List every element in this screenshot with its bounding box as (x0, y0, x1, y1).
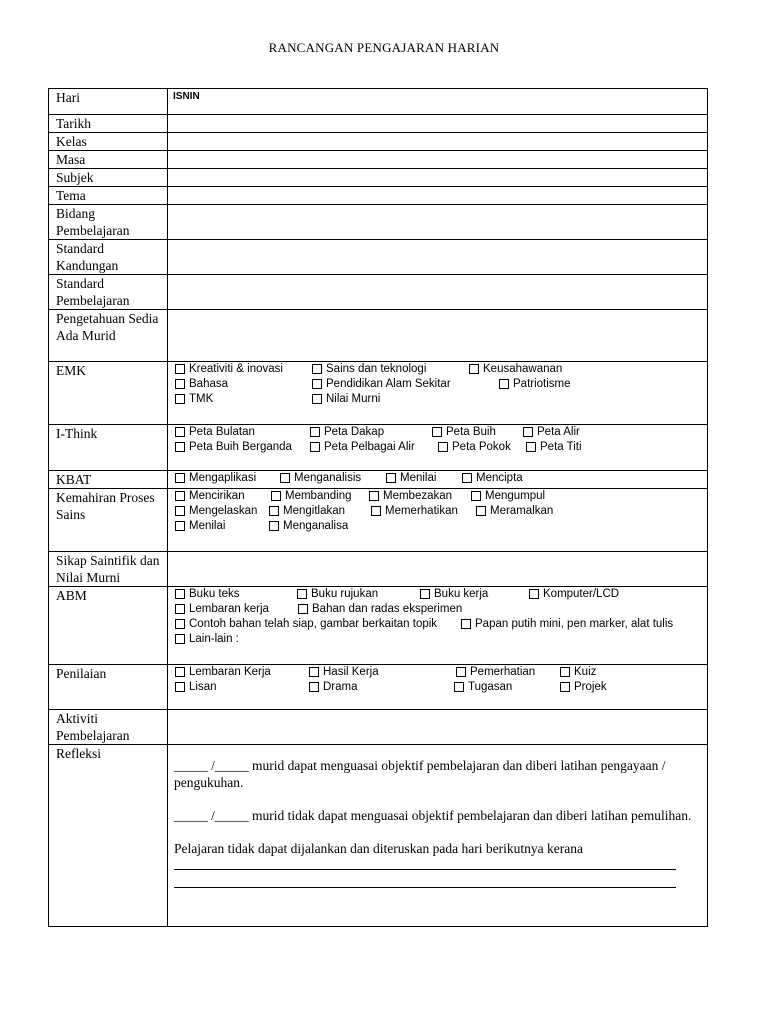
checkbox-icon (175, 427, 185, 437)
row-tarikh (49, 115, 708, 133)
kbat-option[interactable]: Mengaplikasi (175, 472, 256, 484)
emk-option[interactable]: Bahasa (175, 378, 228, 390)
label-abm: ABM (49, 587, 168, 665)
row-emk (49, 362, 708, 425)
abm-line (168, 618, 707, 633)
checkbox-icon (420, 589, 430, 599)
checkbox-icon (175, 521, 185, 531)
row-pengetahuan-sedia-ada (49, 310, 708, 362)
ithink-line (168, 441, 707, 456)
label-refleksi: Refleksi (49, 745, 168, 927)
emk-line (168, 378, 707, 393)
refleksi-line-cancelled[interactable]: Pelajaran tidak dapat dijalankan dan diteruskan pada hari berikutnya kerana (174, 841, 583, 856)
abm-line (168, 588, 707, 603)
field-standard-pembelajaran[interactable] (168, 275, 708, 310)
kps-option[interactable]: Menilai (175, 520, 225, 532)
row-standard-pembelajaran (49, 275, 708, 310)
ithink-option[interactable]: Peta Buih (432, 426, 496, 438)
kps-option[interactable]: Mencirikan (175, 490, 245, 502)
penilaian-option[interactable]: Drama (309, 681, 358, 693)
field-refleksi (168, 745, 708, 927)
checkbox-icon (310, 427, 320, 437)
label-standard-kandungan: Standard Kandungan (49, 240, 168, 275)
field-bidang[interactable] (168, 205, 708, 240)
row-abm (49, 587, 708, 665)
penilaian-option[interactable]: Lisan (175, 681, 217, 693)
emk-line (168, 393, 707, 408)
kps-option[interactable]: Mengitlakan (269, 505, 345, 517)
checkbox-icon (499, 379, 509, 389)
kps-line (168, 490, 707, 505)
checkbox-icon (560, 682, 570, 692)
checkbox-icon (175, 364, 185, 374)
label-kelas: Kelas (49, 133, 168, 151)
checkbox-icon (175, 667, 185, 677)
label-hari: Hari (49, 89, 168, 115)
checkbox-icon (456, 667, 466, 677)
ithink-option[interactable]: Peta Dakap (310, 426, 384, 438)
row-refleksi (49, 745, 708, 927)
field-masa[interactable] (168, 151, 708, 169)
checkbox-icon (526, 442, 536, 452)
checkbox-icon (461, 619, 471, 629)
checkbox-icon (175, 473, 185, 483)
label-tema: Tema (49, 187, 168, 205)
row-aktiviti (49, 710, 708, 745)
penilaian-line (168, 681, 707, 696)
label-ithink: I-Think (49, 425, 168, 471)
page-title: RANCANGAN PENGAJARAN HARIAN (268, 40, 500, 55)
row-ithink (49, 425, 708, 471)
label-kps: Kemahiran Proses Sains (49, 489, 168, 552)
kbat-line (168, 472, 707, 487)
checkbox-icon (432, 427, 442, 437)
label-aktiviti: Aktiviti Pembelajaran (49, 710, 168, 745)
abm-option[interactable]: Komputer/LCD (529, 588, 619, 600)
kps-option[interactable]: Menganalisa (269, 520, 348, 532)
checkbox-icon (371, 506, 381, 516)
ithink-option[interactable]: Peta Pelbagai Alir (310, 441, 415, 453)
checkbox-icon (175, 491, 185, 501)
kps-option[interactable]: Mengumpul (471, 490, 545, 502)
checkbox-icon (312, 379, 322, 389)
checkbox-icon (175, 682, 185, 692)
checkbox-icon (175, 634, 185, 644)
checkbox-icon (175, 379, 185, 389)
field-aktiviti[interactable] (168, 710, 708, 745)
abm-option[interactable]: Papan putih mini, pen marker, alat tulis (461, 618, 673, 630)
refleksi-line-not-achieved[interactable]: _____ /_____ murid tidak dapat menguasai objektif pembelajaran dan diberi latihan pemulihan. (174, 808, 692, 823)
row-kelas (49, 133, 708, 151)
abm-line (168, 633, 707, 648)
checkbox-icon (298, 604, 308, 614)
hari-value: ISNIN (173, 91, 200, 102)
checkbox-icon (471, 491, 481, 501)
kps-option[interactable]: Membanding (271, 490, 351, 502)
checkbox-icon (271, 491, 281, 501)
emk-line (168, 363, 707, 378)
reason-blank-line[interactable] (174, 869, 676, 870)
reason-blank-line[interactable] (174, 887, 676, 888)
ithink-option[interactable]: Peta Pokok (438, 441, 511, 453)
kbat-option[interactable]: Mencipta (462, 472, 523, 484)
row-bidang (49, 205, 708, 240)
checkbox-icon (438, 442, 448, 452)
field-penilaian (168, 665, 708, 710)
kbat-option[interactable]: Menilai (386, 472, 436, 484)
checkbox-icon (175, 589, 185, 599)
checkbox-icon (280, 473, 290, 483)
checkbox-icon (476, 506, 486, 516)
field-sikap[interactable] (168, 552, 708, 587)
field-tarikh[interactable] (168, 115, 708, 133)
label-emk: EMK (49, 362, 168, 425)
kps-line (168, 520, 707, 535)
row-masa (49, 151, 708, 169)
checkbox-icon (523, 427, 533, 437)
abm-option[interactable]: Bahan dan radas eksperimen (298, 603, 462, 615)
field-kelas[interactable] (168, 133, 708, 151)
lesson-plan-table (48, 88, 708, 927)
abm-line (168, 603, 707, 618)
abm-option[interactable]: Lain-lain : (175, 633, 239, 645)
field-standard-kandungan[interactable] (168, 240, 708, 275)
checkbox-icon (309, 667, 319, 677)
checkbox-icon (369, 491, 379, 501)
checkbox-icon (297, 589, 307, 599)
checkbox-icon (269, 521, 279, 531)
label-subjek: Subjek (49, 169, 168, 187)
label-bidang: Bidang Pembelajaran (49, 205, 168, 240)
row-subjek (49, 169, 708, 187)
label-penilaian: Penilaian (49, 665, 168, 710)
field-tema[interactable] (168, 187, 708, 205)
refleksi-line-achieved[interactable]: _____ /_____ murid dapat menguasai objektif pembelajaran dan diberi latihan pengayaan / pengukuhan. (174, 758, 666, 790)
emk-option[interactable]: TMK (175, 393, 213, 405)
field-kbat (168, 471, 708, 489)
kps-option[interactable]: Mengelaskan (175, 505, 257, 517)
checkbox-icon (312, 364, 322, 374)
row-kps (49, 489, 708, 552)
ithink-option[interactable]: Peta Buih Berganda (175, 441, 292, 453)
abm-option[interactable]: Lembaran kerja (175, 603, 269, 615)
ithink-option[interactable]: Peta Bulatan (175, 426, 255, 438)
emk-option[interactable]: Kreativiti & inovasi (175, 363, 283, 375)
checkbox-icon (175, 442, 185, 452)
abm-option[interactable]: Buku rujukan (297, 588, 378, 600)
label-tarikh: Tarikh (49, 115, 168, 133)
checkbox-icon (560, 667, 570, 677)
field-pengetahuan-sedia-ada[interactable] (168, 310, 708, 362)
label-sikap: Sikap Saintifik dan Nilai Murni (49, 552, 168, 587)
emk-option[interactable]: Pendidikan Alam Sekitar (312, 378, 451, 390)
checkbox-icon (269, 506, 279, 516)
checkbox-icon (175, 604, 185, 614)
emk-option[interactable]: Patriotisme (499, 378, 571, 390)
label-masa: Masa (49, 151, 168, 169)
checkbox-icon (312, 394, 322, 404)
row-tema (49, 187, 708, 205)
checkbox-icon (386, 473, 396, 483)
field-abm (168, 587, 708, 665)
ithink-line (168, 426, 707, 441)
checkbox-icon (175, 506, 185, 516)
label-pengetahuan-sedia-ada: Pengetahuan Sedia Ada Murid (49, 310, 168, 362)
kps-option[interactable]: Membezakan (369, 490, 452, 502)
penilaian-option[interactable]: Pemerhatian (456, 666, 535, 678)
penilaian-option[interactable]: Tugasan (454, 681, 512, 693)
field-kps (168, 489, 708, 552)
kps-line (168, 505, 707, 520)
row-hari (49, 89, 708, 115)
abm-option[interactable]: Buku kerja (420, 588, 488, 600)
checkbox-icon (309, 682, 319, 692)
label-standard-pembelajaran: Standard Pembelajaran (49, 275, 168, 310)
kps-option[interactable]: Meramalkan (476, 505, 553, 517)
ithink-option[interactable]: Peta Titi (526, 441, 582, 453)
row-standard-kandungan (49, 240, 708, 275)
abm-option[interactable]: Buku teks (175, 588, 240, 600)
label-kbat: KBAT (49, 471, 168, 489)
emk-option[interactable]: Nilai Murni (312, 393, 380, 405)
penilaian-option[interactable]: Projek (560, 681, 607, 693)
row-sikap (49, 552, 708, 587)
penilaian-line (168, 666, 707, 681)
emk-option[interactable]: Keusahawanan (469, 363, 562, 375)
checkbox-icon (469, 364, 479, 374)
checkbox-icon (454, 682, 464, 692)
checkbox-icon (175, 394, 185, 404)
penilaian-option[interactable]: Kuiz (560, 666, 596, 678)
checkbox-icon (310, 442, 320, 452)
checkbox-icon (529, 589, 539, 599)
field-subjek[interactable] (168, 169, 708, 187)
row-kbat (49, 471, 708, 489)
penilaian-option[interactable]: Lembaran Kerja (175, 666, 271, 678)
field-emk (168, 362, 708, 425)
checkbox-icon (462, 473, 472, 483)
ithink-option[interactable]: Peta Alir (523, 426, 580, 438)
checkbox-icon (175, 619, 185, 629)
emk-option[interactable]: Sains dan teknologi (312, 363, 426, 375)
field-hari[interactable] (168, 89, 708, 115)
abm-option[interactable]: Contoh bahan telah siap, gambar berkaitan topik (175, 618, 437, 630)
field-ithink (168, 425, 708, 471)
kbat-option[interactable]: Menganalisis (280, 472, 361, 484)
penilaian-option[interactable]: Hasil Kerja (309, 666, 379, 678)
row-penilaian (49, 665, 708, 710)
kps-option[interactable]: Memerhatikan (371, 505, 458, 517)
